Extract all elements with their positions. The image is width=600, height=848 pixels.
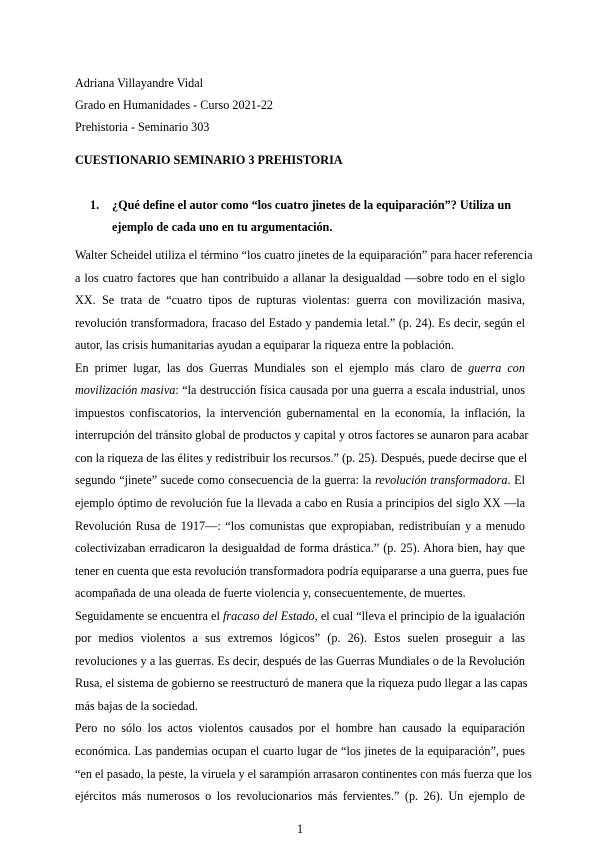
body-text-line	[75, 605, 525, 628]
body-text-line	[75, 334, 525, 357]
body-text-line	[75, 582, 525, 605]
body-text-line	[75, 267, 525, 290]
body-text-fragment: a los cuatro factores que han contribuido a allanar la desigualdad —sobre todo en el siglo	[75, 270, 525, 285]
body-text-fragment: con la riqueza de las élites y redistribuir los recursos.” (p. 25). Después, puede decirse que el	[75, 450, 528, 465]
body-text-line	[75, 785, 525, 808]
body-text-line	[75, 424, 529, 447]
body-text-fragment: colectivizaban erradicaron la desigualdad de forma drástica.” (p. 25). Ahora bien, hay que	[75, 541, 525, 556]
body-text-line	[75, 695, 525, 718]
body-text-line	[75, 492, 525, 515]
body-text-fragment: . El	[507, 473, 525, 488]
body-text-fragment: Revolución Rusa de 1917—: “los comunistas que expropiaban, redistribuían y a menudo	[75, 518, 525, 533]
body-text-line	[75, 379, 525, 402]
question-text-line-2: ejemplo de cada uno en tu argumentación.	[112, 220, 333, 234]
question-number: 1.	[90, 198, 100, 212]
degree-line: Grado en Humanidades - Curso 2021-22	[75, 98, 274, 112]
body-text-fragment: autor, las crisis humanitarias ayudan a equiparar la riqueza entre la población.	[75, 338, 454, 353]
body-text-line	[75, 515, 525, 538]
body-text-line	[75, 402, 525, 425]
document-header	[75, 72, 273, 138]
course-line: Prehistoria - Seminario 303	[75, 120, 210, 134]
body-text-line	[75, 717, 525, 740]
body-text-fragment: : “la destrucción física causada por una guerra a escala industrial, unos	[175, 383, 525, 398]
body-text-line	[75, 469, 525, 492]
body-text-fragment: económica. Las pandemias ocupan el cuarto lugar de “los jinetes de la equiparación”, pues	[75, 744, 525, 759]
emphasized-term: movilización masiva	[75, 383, 176, 398]
body-text-fragment: segundo “jinete” sucede como consecuencia de la guerra: la	[75, 473, 375, 488]
body-text-fragment: Seguidamente se encuentra el	[75, 608, 223, 623]
body-text-line	[75, 560, 528, 583]
body-text-fragment: acompañada de una oleada de fuerte violencia y, consecuentemente, de muertes.	[75, 586, 466, 601]
emphasized-term: guerra con	[468, 360, 525, 375]
body-text-line	[75, 763, 532, 786]
body-text-fragment: revoluciones y a las guerras. Es decir, después de las Guerras Mundiales o de la Revolución	[75, 653, 525, 668]
body-text-line	[75, 289, 525, 312]
body-text-fragment: En primer lugar, las dos Guerras Mundiales son el ejemplo más claro de	[75, 360, 469, 375]
body-text-fragment: más bajas de la sociedad.	[75, 698, 198, 713]
body-text-fragment: Rusa, el sistema de gobierno se reestructuró de manera que la riqueza pudo llegar a las capas	[75, 676, 528, 691]
body-text-line	[75, 357, 525, 380]
body-text-fragment: impuestos confiscatorios, la intervención gubernamental en la economía, la inflación, la	[75, 405, 525, 420]
author-name: Adriana Villayandre Vidal	[75, 76, 204, 90]
body-text-fragment: interrupción del tránsito global de productos y capital y otros factores se aunaron para acabar	[75, 428, 529, 443]
body-text-line	[75, 627, 525, 650]
body-text-fragment: Walter Scheidel utiliza el término “los cuatro jinetes de la equiparación” para hacer referencia	[75, 248, 533, 262]
body-text-fragment: Pero no sólo los actos violentos causados por el hombre han causado la equiparación	[75, 721, 525, 736]
body-text-line	[75, 447, 528, 470]
page-number: 1	[296, 822, 304, 836]
body-text-line	[75, 672, 528, 695]
body-text-line	[75, 740, 525, 763]
body-text-line	[75, 312, 525, 335]
emphasized-term: fracaso del Estado	[223, 608, 315, 623]
body-text-fragment: por medios violentos a sus extremos lógicos” (p. 26). Estos suelen proseguir a las	[75, 631, 525, 646]
body-text-line	[75, 244, 533, 267]
document-title: CUESTIONARIO SEMINARIO 3 PREHISTORIA	[75, 153, 343, 167]
body-text-fragment: tener en cuenta que esta revolución transformadora podría equipararse a una guerra, pues fue	[75, 563, 528, 578]
body-text-fragment: “en el pasado, la peste, la viruela y el sarampión arrasaron continentes con más fuerza que los	[75, 766, 532, 781]
emphasized-term: revolución transformadora	[374, 473, 508, 488]
answer-body	[75, 244, 533, 808]
body-text-fragment: revolución transformadora, fracaso del Estado y pandemia letal.” (p. 24). Es decir, según el	[75, 315, 525, 330]
body-text-line	[75, 650, 525, 673]
body-text-fragment: ejemplo óptimo de revolución fue la llevada a cabo en Rusia a principios del siglo XX —la	[75, 496, 525, 511]
question-text-line-1: ¿Qué define el autor como “los cuatro jinetes de la equiparación”? Utiliza un	[112, 198, 512, 212]
body-text-fragment: XX. Se trata de “cuatro tipos de rupturas violentas: guerra con movilización masiva,	[75, 293, 525, 308]
body-text-fragment: ejércitos más numerosos o los revolucionarios más fervientes.” (p. 26). Un ejemplo de	[75, 789, 525, 804]
body-text-fragment: , el cual “lleva el principio de la igualación	[314, 608, 526, 623]
body-text-line	[75, 537, 525, 560]
